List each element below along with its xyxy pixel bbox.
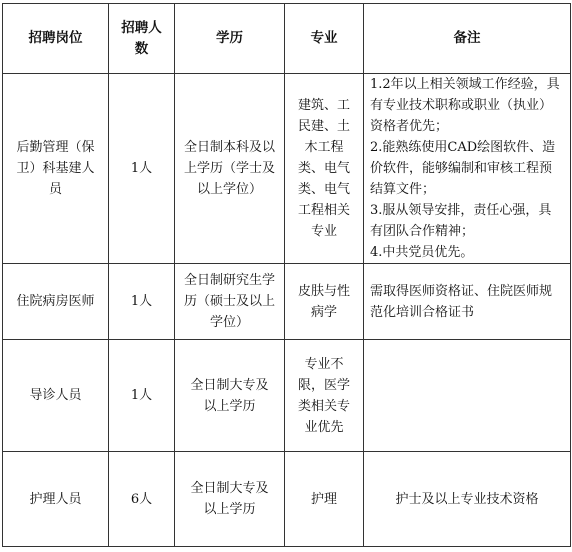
remark-line: 2.能熟练使用CAD绘图软件、造价软件，能够编制和审核工程预结算文件； bbox=[370, 140, 556, 197]
header-position: 招聘岗位 bbox=[3, 4, 109, 74]
recruitment-table bbox=[2, 3, 571, 547]
cell-position: 住院病房医师 bbox=[3, 264, 109, 340]
cell-count: 1人 bbox=[109, 264, 175, 340]
cell-remarks bbox=[364, 74, 571, 264]
table-row bbox=[3, 452, 571, 547]
cell-position: 导诊人员 bbox=[3, 340, 109, 452]
cell-education: 全日制研究生学历（硕士及以上学位） bbox=[175, 264, 285, 340]
header-row bbox=[3, 4, 571, 74]
table-row bbox=[3, 74, 571, 264]
table-row bbox=[3, 264, 571, 340]
cell-major: 护理 bbox=[285, 452, 364, 547]
cell-count: 1人 bbox=[109, 74, 175, 264]
table-row bbox=[3, 340, 571, 452]
remark-line: 4.中共党员优先。 bbox=[370, 245, 474, 260]
remark-line: 3.服从领导安排，责任心强，具有团队合作精神； bbox=[370, 203, 552, 239]
header-education: 学历 bbox=[175, 4, 285, 74]
header-count: 招聘人数 bbox=[109, 4, 175, 74]
cell-major: 建筑、工民建、土木工程类、电气类、电气工程相关专业 bbox=[285, 74, 364, 264]
cell-education: 全日制大专及以上学历 bbox=[175, 452, 285, 547]
cell-position: 护理人员 bbox=[3, 452, 109, 547]
cell-count: 6人 bbox=[109, 452, 175, 547]
cell-count: 1人 bbox=[109, 340, 175, 452]
cell-education: 全日制本科及以上学历（学士及以上学位） bbox=[175, 74, 285, 264]
remark-line: 需取得医师资格证、住院医师规范化培训合格证书 bbox=[370, 283, 553, 320]
cell-position: 后勤管理（保卫）科基建人员 bbox=[3, 74, 109, 264]
cell-major: 专业不限，医学类相关专业优先 bbox=[285, 340, 364, 452]
remark-line: 1.2年以上相关领域工作经验，具有专业技术职称或职业（执业）资格者优先； bbox=[370, 77, 560, 134]
cell-education: 全日制大专及以上学历 bbox=[175, 340, 285, 452]
cell-remarks bbox=[364, 340, 571, 452]
cell-major: 皮肤与性病学 bbox=[285, 264, 364, 340]
cell-remarks bbox=[364, 264, 571, 340]
header-remarks: 备注 bbox=[364, 4, 571, 74]
cell-remarks: 护士及以上专业技术资格 bbox=[364, 452, 571, 547]
header-major: 专业 bbox=[285, 4, 364, 74]
